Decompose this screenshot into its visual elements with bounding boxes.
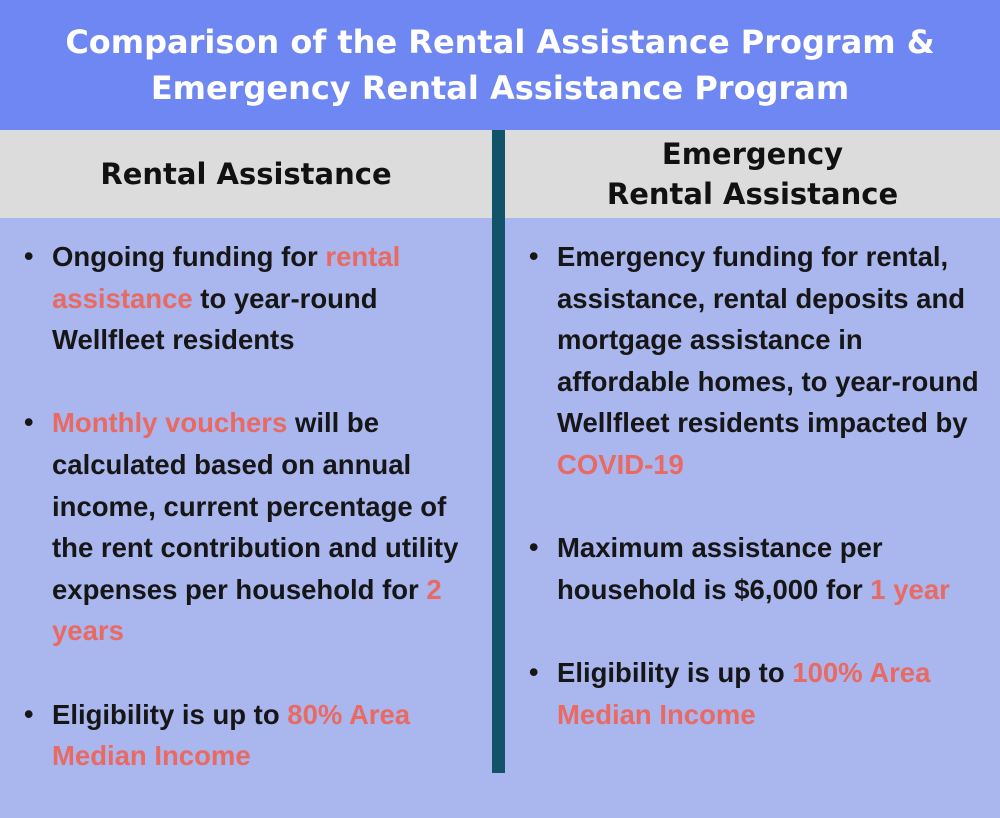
bullet-text: Eligibility is up to: [557, 656, 793, 688]
bullet-text: Ongoing funding for: [52, 241, 326, 272]
bullet-dot-icon: •: [529, 241, 539, 271]
column-heading-line: Rental Assistance: [606, 177, 899, 211]
emergency-rental-assistance-list: [527, 236, 997, 777]
highlighted-text: 1 year: [870, 573, 950, 605]
bullet-text: will be calculated based on annual income, current percentage of the rent contribution and utility expenses per household for: [52, 407, 459, 605]
bullet-dot-icon: •: [529, 656, 539, 687]
bullet-text: Maximum assistance per household is $6,000 for: [557, 532, 883, 605]
bullet-dot-icon: •: [529, 532, 539, 563]
list-item: [22, 402, 484, 652]
list-item: [527, 527, 997, 610]
highlighted-text: 100% Area Median Income: [557, 656, 931, 730]
rental-assistance-header: [0, 130, 492, 218]
bullet-text: to year-round Wellfleet residents: [52, 282, 378, 356]
rental-assistance-list: [22, 236, 484, 818]
column-divider: [492, 130, 505, 773]
title-banner: [0, 0, 1000, 130]
highlighted-text: rental assistance: [52, 241, 401, 314]
highlighted-text: 2 years: [52, 573, 442, 647]
highlighted-text: COVID-19: [557, 448, 684, 480]
emergency-rental-assistance-header: [505, 130, 1000, 218]
highlighted-text: Monthly vouchers: [52, 407, 288, 439]
column-heading-line: Rental Assistance: [100, 157, 392, 191]
bullet-dot-icon: •: [24, 698, 34, 729]
list-item: [22, 236, 484, 361]
bullet-text: Eligibility is up to: [52, 698, 288, 730]
list-item: [527, 236, 997, 486]
bullet-text: Emergency funding for rental, assistance, rental deposits and mortgage assistance in affordable homes, to year-round Wellfleet residents impacted by: [557, 241, 979, 439]
column-heading-line: Emergency: [661, 137, 844, 171]
title-line-2: Emergency Rental Assistance Program: [150, 69, 850, 107]
highlighted-text: 80% Area Median Income: [52, 698, 411, 772]
bullet-dot-icon: •: [24, 407, 34, 438]
bullet-dot-icon: •: [24, 241, 34, 271]
list-item: [527, 652, 997, 735]
list-item: [22, 694, 484, 777]
title-line-1: Comparison of the Rental Assistance Program &: [65, 23, 935, 61]
